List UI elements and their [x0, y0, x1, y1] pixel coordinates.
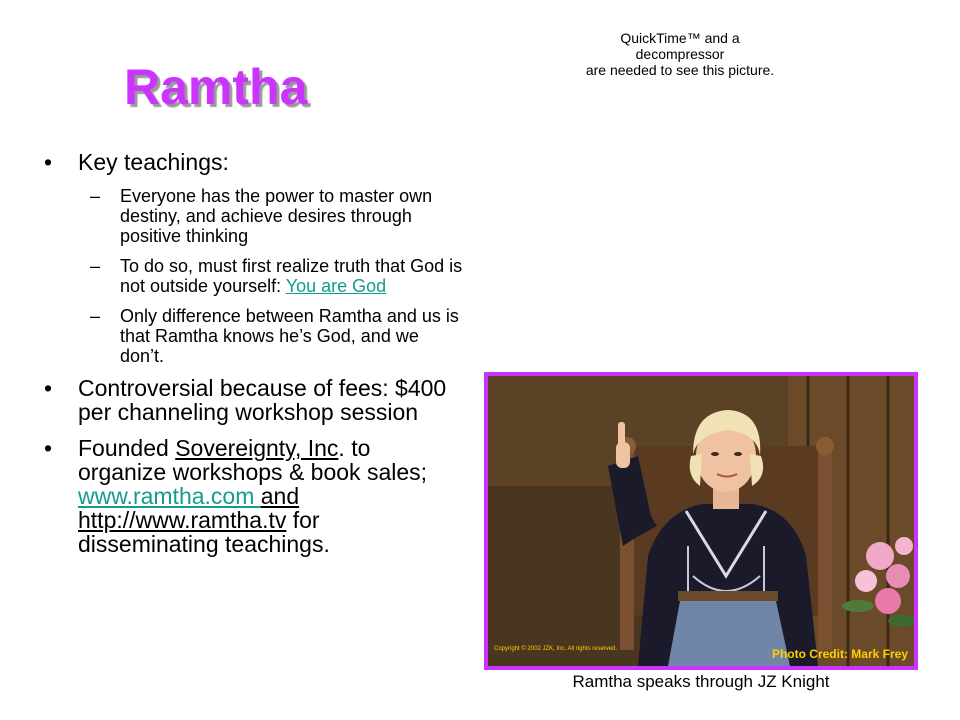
bullet-marker: •: [44, 435, 53, 461]
quicktime-placeholder-notice: [560, 30, 800, 78]
quicktime-notice-line: QuickTime™ and a: [620, 30, 740, 46]
bullet-controversial-fees: [44, 376, 464, 424]
sub-bullet-text: Everyone has the power to master own destiny, and achieve desires through positive thinking: [120, 186, 433, 246]
jz-knight-photo: [484, 372, 918, 670]
bullet-key-teachings: [44, 150, 464, 174]
sovereignty-inc-link[interactable]: Sovereignty, Inc: [175, 435, 339, 461]
dash-marker: –: [90, 186, 101, 206]
bullet-text-part: Founded: [78, 435, 176, 461]
sub-bullet-difference: [44, 306, 464, 366]
bullet-text-part: and: [260, 483, 300, 509]
bullet-text: Key teachings:: [78, 149, 229, 175]
bullet-text-part: for disseminating teachings.: [78, 507, 330, 557]
photo-illustration: [488, 376, 914, 666]
quicktime-notice-line: decompressor: [635, 46, 725, 62]
bullet-text: Controversial because of fees: $400 per channeling workshop session: [78, 375, 447, 425]
photo-copyright: Copyright © 2002 JZK, Inc. All rights reserved.: [494, 646, 618, 652]
ramtha-com-link[interactable]: www.ramtha.com: [78, 483, 261, 509]
bullet-marker: •: [44, 375, 53, 401]
dash-marker: –: [90, 306, 101, 326]
bullet-text-part: . to organize workshops & book sales;: [78, 435, 428, 485]
sub-bullet-god-within: [44, 256, 464, 296]
bullet-list: [44, 150, 464, 568]
ramtha-tv-link[interactable]: http://www.ramtha.tv: [78, 507, 287, 533]
sub-bullet-text: To do so, must first realize truth that God is not outside yourself:: [120, 256, 463, 296]
sub-bullet-text: Only difference between Ramtha and us is that Ramtha knows he’s God, and we don’t.: [120, 306, 459, 366]
dash-marker: –: [90, 256, 101, 276]
quicktime-notice-line: are needed to see this picture.: [585, 62, 775, 78]
sub-bullet-destiny: [44, 186, 464, 246]
sub-bullet-list: [44, 186, 464, 366]
bullet-marker: •: [44, 149, 53, 175]
bullet-founded-sovereignty: [44, 436, 464, 556]
photo-credit: Photo Credit: Mark Frey: [771, 647, 908, 661]
slide-title: Ramtha: [124, 59, 308, 115]
photo-caption: Ramtha speaks through JZ Knight: [572, 672, 830, 691]
you-are-god-link[interactable]: You are God: [285, 276, 387, 296]
